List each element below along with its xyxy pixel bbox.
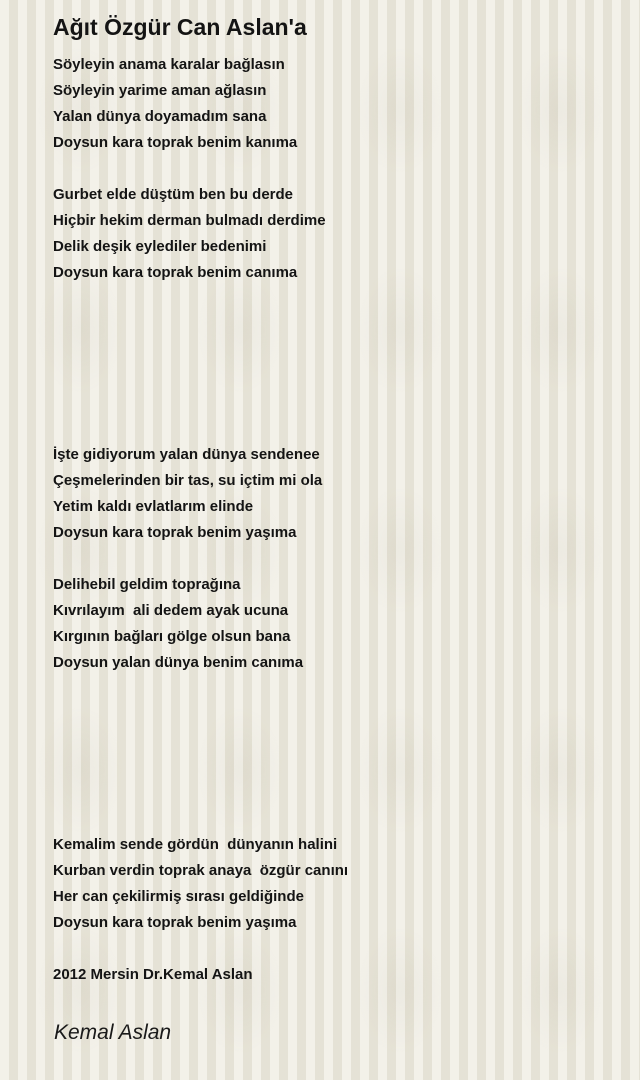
poem-line: Hiçbir hekim derman bulmadı derdime: [53, 212, 326, 229]
poem-line: Yalan dünya doyamadım sana: [53, 108, 267, 125]
poem-line: Kırgının bağları gölge olsun bana: [53, 628, 291, 645]
poem-line: [53, 936, 613, 962]
poem-line: İşte gidiyorum yalan dünya sendenee: [53, 446, 320, 463]
poem-line: Çeşmelerinden bir tas, su içtim mi ola: [53, 472, 323, 489]
poem-line: [53, 754, 613, 780]
poem-line: [53, 416, 613, 442]
poem-line: Gurbet elde düştüm ben bu derde: [53, 186, 294, 203]
poem-line: Delik deşik eylediler bedenimi: [53, 238, 267, 255]
poem-title: Ağıt Özgür Can Aslan'a: [53, 14, 307, 40]
poem-line: [53, 156, 613, 182]
poem-line: Doysun kara toprak benim yaşıma: [53, 524, 297, 541]
poem-line: Doysun kara toprak benim kanıma: [53, 134, 298, 151]
poem-line: Doysun kara toprak benim canıma: [53, 264, 298, 281]
poem-line: Kurban verdin toprak anaya özgür canını: [53, 862, 349, 879]
poem-line: Kıvrılayım ali dedem ayak ucuna: [53, 602, 289, 619]
poem-line: Yetim kaldı evlatlarım elinde: [53, 498, 254, 515]
poem-line: Doysun kara toprak benim yaşıma: [53, 914, 297, 931]
poem-line: [53, 364, 613, 390]
poem-line: Söyleyin anama karalar bağlasın: [53, 56, 285, 73]
poem-line: [53, 338, 613, 364]
poem-line: [53, 546, 613, 572]
poem-line: [53, 312, 613, 338]
poem-line: Delihebil geldim toprağına: [53, 576, 241, 593]
poem-line: [53, 728, 613, 754]
poem-body: [53, 52, 613, 988]
poem-line: [53, 676, 613, 702]
author-name: Kemal Aslan: [54, 1021, 172, 1044]
poem-line: Kemalim sende gördün dünyanın halini: [53, 836, 338, 853]
poem-line: Her can çekilirmiş sırası geldiğinde: [53, 888, 304, 905]
poem-line: [53, 390, 613, 416]
poem-line: [53, 286, 613, 312]
poem-line: [53, 780, 613, 806]
poem-signature-line: 2012 Mersin Dr.Kemal Aslan: [53, 966, 253, 983]
poem-line: Doysun yalan dünya benim canıma: [53, 654, 304, 671]
poem-line: Söyleyin yarime aman ağlasın: [53, 82, 267, 99]
poem-line: [53, 806, 613, 832]
poem-line: [53, 702, 613, 728]
